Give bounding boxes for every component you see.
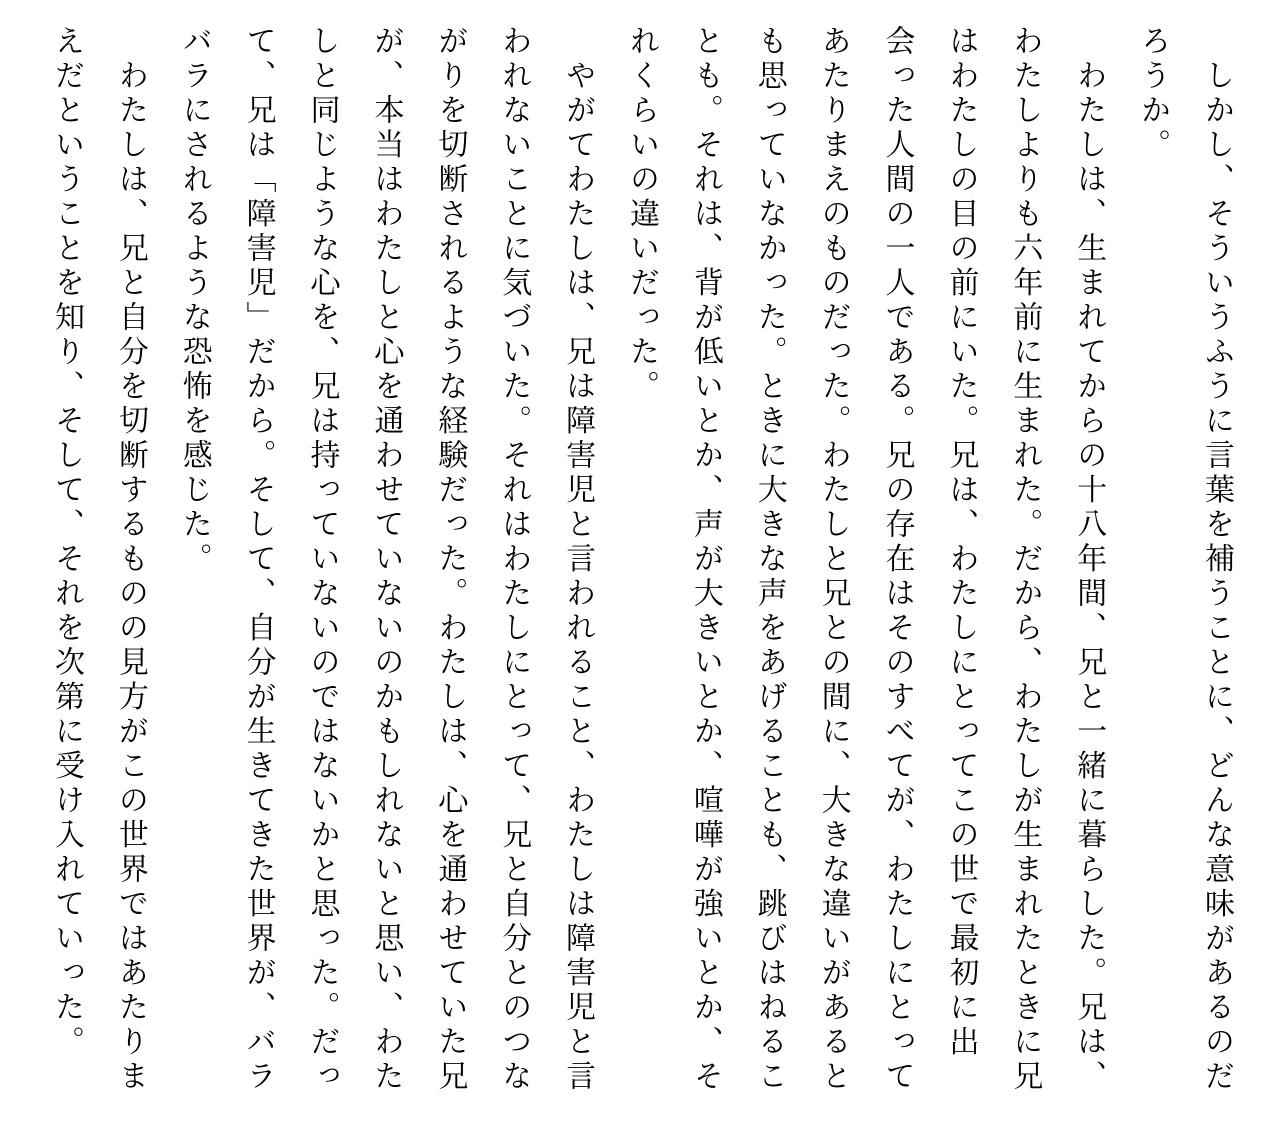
text-line: も思っていなかった。ときに大きな声をあげることも、跳びはねるこ xyxy=(752,25,786,1095)
text-line: ろうか。 xyxy=(1136,25,1170,163)
text-line: て、兄は「障害児」だから。そして、自分が生きてきた世界が、バラ xyxy=(241,25,275,1095)
text-line: がりを切断されるような経験だった。わたしは、心を通わせていた兄 xyxy=(433,25,467,1095)
text-line: わたしは、兄と自分を切断するものの見方がこの世界ではあたりま xyxy=(113,25,147,1095)
text-line: はわたしの目の前にいた。兄は、わたしにとってこの世で最初に出 xyxy=(944,25,978,1060)
text-line: えだということを知り、そして、それを次第に受け入れていった。 xyxy=(49,25,83,1060)
vertical-text-block xyxy=(34,25,1248,1105)
text-line: とも。それは、背が低いとか、声が大きいとか、喧嘩が強いとか、そ xyxy=(688,25,722,1095)
text-line: しと同じような心を、兄は持っていないのではないかと思った。だっ xyxy=(305,25,339,1095)
text-line: われないことに気づいた。それはわたしにとって、兄と自分とのつな xyxy=(497,25,531,1095)
text-line: わたしよりも六年前に生まれた。だから、わたしが生まれたときに兄 xyxy=(1008,25,1042,1095)
text-line: バラにされるような恐怖を感じた。 xyxy=(177,25,211,577)
text-line: わたしは、生まれてからの十八年間、兄と一緒に暮らした。兄は、 xyxy=(1072,25,1106,1095)
text-line: れくらいの違いだった。 xyxy=(624,25,658,405)
text-line: しかし、そういうふうに言葉を補うことに、どんな意味があるのだ xyxy=(1200,25,1233,1095)
text-line: が、本当はわたしと心を通わせていないのかもしれないと思い、わた xyxy=(369,25,403,1095)
text-line: やがてわたしは、兄は障害児と言われること、わたしは障害児と言 xyxy=(561,25,595,1095)
text-line: 会った人間の一人である。兄の存在はそのすべてが、わたしにとって xyxy=(880,25,914,1095)
text-line: あたりまえのものだった。わたしと兄との間に、大きな違いがあると xyxy=(816,25,850,1095)
